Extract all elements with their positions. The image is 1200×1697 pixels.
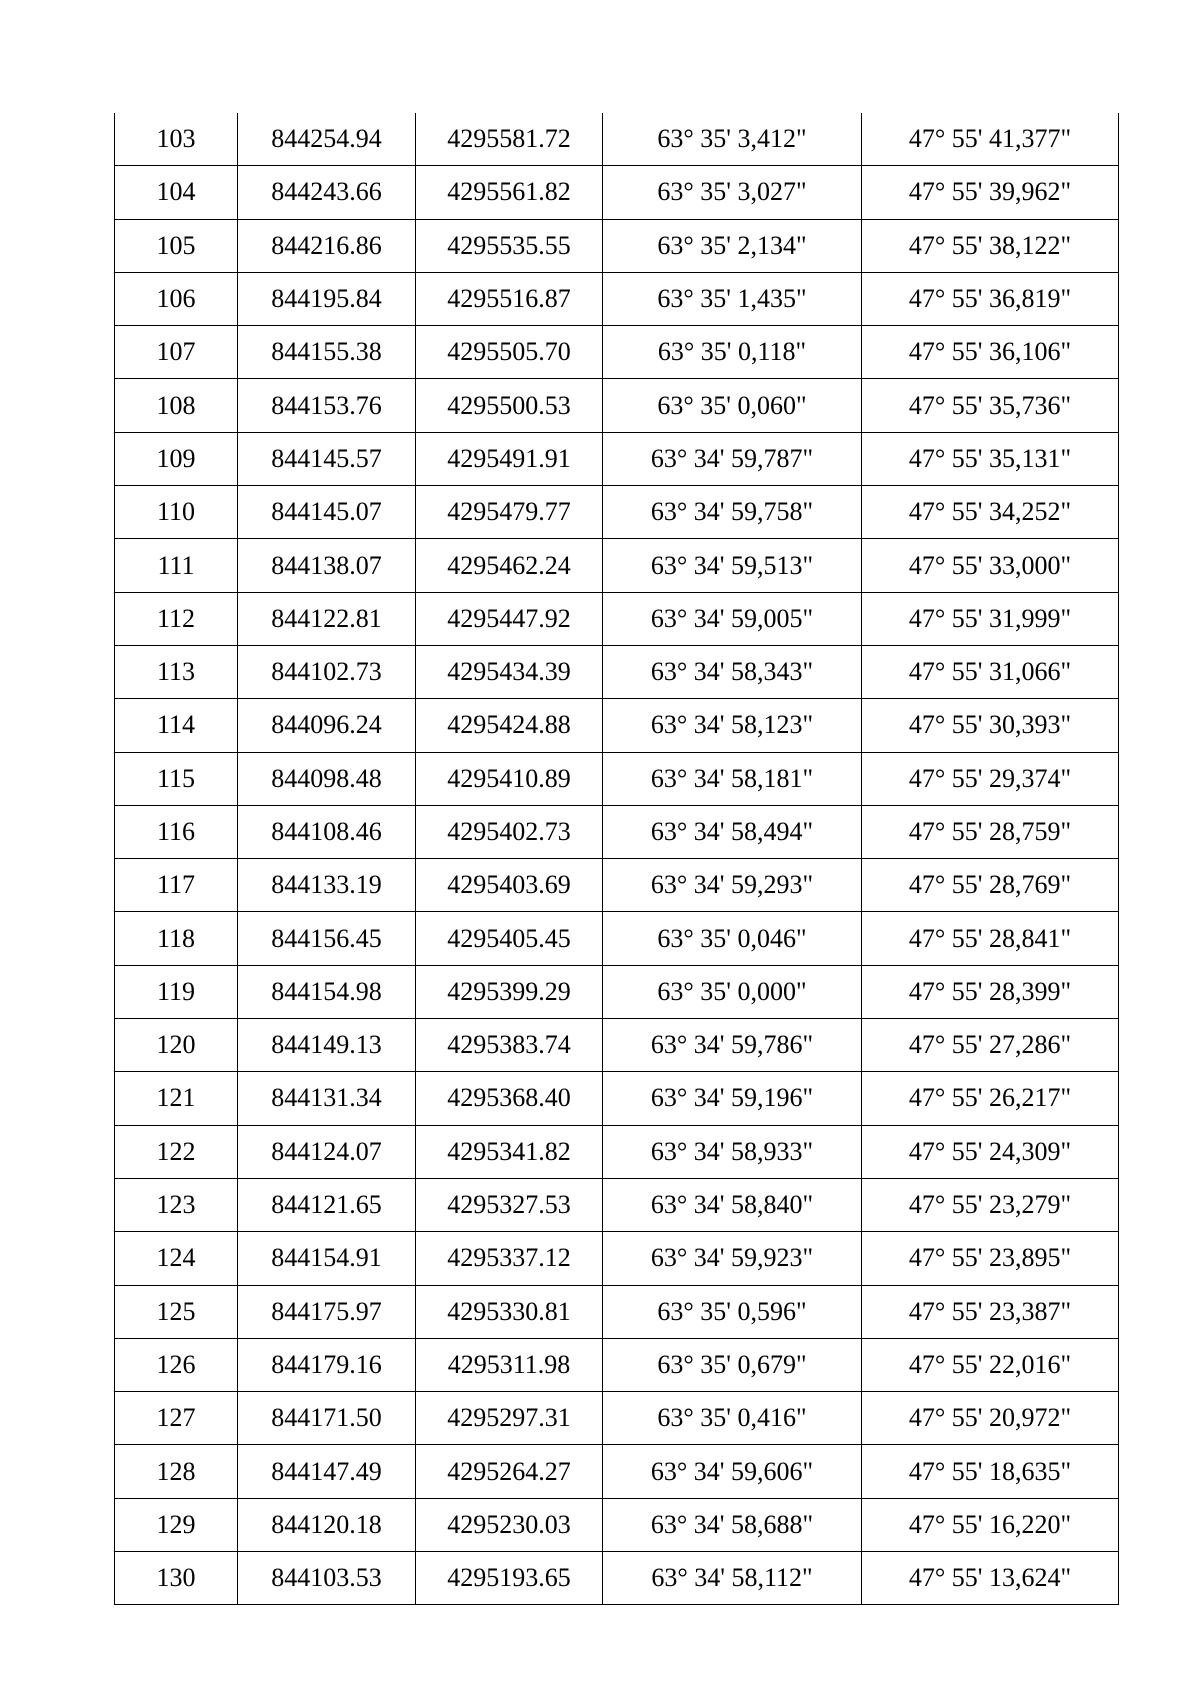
y-coordinate-cell: 4295561.82 [416,166,603,219]
x-coordinate-cell: 844216.86 [238,219,416,272]
point-number-cell: 123 [115,1178,238,1231]
y-coordinate-cell: 4295447.92 [416,592,603,645]
x-coordinate-cell: 844175.97 [238,1285,416,1338]
table-row [115,1232,1119,1285]
longitude-cell: 63° 35' 0,060" [603,379,862,432]
y-coordinate-cell: 4295479.77 [416,486,603,539]
latitude-cell: 47° 55' 41,377" [862,113,1119,166]
table-row [115,1498,1119,1551]
point-number-cell: 124 [115,1232,238,1285]
longitude-cell: 63° 34' 59,786" [603,1019,862,1072]
longitude-cell: 63° 34' 58,123" [603,699,862,752]
latitude-cell: 47° 55' 23,279" [862,1178,1119,1231]
y-coordinate-cell: 4295297.31 [416,1392,603,1445]
coordinates-table-body [115,113,1119,1605]
point-number-cell: 121 [115,1072,238,1125]
table-row [115,432,1119,485]
y-coordinate-cell: 4295535.55 [416,219,603,272]
longitude-cell: 63° 35' 0,679" [603,1338,862,1391]
latitude-cell: 47° 55' 31,066" [862,645,1119,698]
x-coordinate-cell: 844153.76 [238,379,416,432]
table-row [115,1125,1119,1178]
latitude-cell: 47° 55' 13,624" [862,1552,1119,1605]
longitude-cell: 63° 34' 58,840" [603,1178,862,1231]
latitude-cell: 47° 55' 22,016" [862,1338,1119,1391]
point-number-cell: 125 [115,1285,238,1338]
latitude-cell: 47° 55' 24,309" [862,1125,1119,1178]
x-coordinate-cell: 844145.57 [238,432,416,485]
longitude-cell: 63° 34' 58,688" [603,1498,862,1551]
table-row [115,805,1119,858]
y-coordinate-cell: 4295500.53 [416,379,603,432]
y-coordinate-cell: 4295505.70 [416,326,603,379]
y-coordinate-cell: 4295230.03 [416,1498,603,1551]
y-coordinate-cell: 4295341.82 [416,1125,603,1178]
x-coordinate-cell: 844103.53 [238,1552,416,1605]
latitude-cell: 47° 55' 18,635" [862,1445,1119,1498]
x-coordinate-cell: 844122.81 [238,592,416,645]
longitude-cell: 63° 35' 3,412" [603,113,862,166]
longitude-cell: 63° 34' 59,196" [603,1072,862,1125]
table-row [115,1338,1119,1391]
y-coordinate-cell: 4295581.72 [416,113,603,166]
longitude-cell: 63° 34' 59,787" [603,432,862,485]
x-coordinate-cell: 844124.07 [238,1125,416,1178]
table-row [115,1178,1119,1231]
longitude-cell: 63° 35' 1,435" [603,272,862,325]
longitude-cell: 63° 34' 59,606" [603,1445,862,1498]
latitude-cell: 47° 55' 36,819" [862,272,1119,325]
latitude-cell: 47° 55' 26,217" [862,1072,1119,1125]
point-number-cell: 115 [115,752,238,805]
x-coordinate-cell: 844138.07 [238,539,416,592]
table-row [115,699,1119,752]
y-coordinate-cell: 4295327.53 [416,1178,603,1231]
x-coordinate-cell: 844154.98 [238,965,416,1018]
table-row [115,1445,1119,1498]
latitude-cell: 47° 55' 30,393" [862,699,1119,752]
x-coordinate-cell: 844154.91 [238,1232,416,1285]
y-coordinate-cell: 4295264.27 [416,1445,603,1498]
point-number-cell: 127 [115,1392,238,1445]
y-coordinate-cell: 4295193.65 [416,1552,603,1605]
table-row [115,1285,1119,1338]
longitude-cell: 63° 34' 59,513" [603,539,862,592]
y-coordinate-cell: 4295368.40 [416,1072,603,1125]
point-number-cell: 103 [115,113,238,166]
y-coordinate-cell: 4295434.39 [416,645,603,698]
x-coordinate-cell: 844098.48 [238,752,416,805]
latitude-cell: 47° 55' 29,374" [862,752,1119,805]
longitude-cell: 63° 34' 58,494" [603,805,862,858]
longitude-cell: 63° 34' 58,343" [603,645,862,698]
coordinates-table [114,113,1119,1605]
latitude-cell: 47° 55' 28,841" [862,912,1119,965]
longitude-cell: 63° 35' 0,046" [603,912,862,965]
table-row [115,1072,1119,1125]
table-row [115,113,1119,166]
x-coordinate-cell: 844121.65 [238,1178,416,1231]
latitude-cell: 47° 55' 38,122" [862,219,1119,272]
table-row [115,1552,1119,1605]
point-number-cell: 107 [115,326,238,379]
table-row [115,752,1119,805]
longitude-cell: 63° 34' 59,005" [603,592,862,645]
longitude-cell: 63° 34' 59,923" [603,1232,862,1285]
point-number-cell: 109 [115,432,238,485]
x-coordinate-cell: 844131.34 [238,1072,416,1125]
point-number-cell: 106 [115,272,238,325]
table-row [115,379,1119,432]
x-coordinate-cell: 844149.13 [238,1019,416,1072]
x-coordinate-cell: 844179.16 [238,1338,416,1391]
y-coordinate-cell: 4295516.87 [416,272,603,325]
point-number-cell: 113 [115,645,238,698]
longitude-cell: 63° 34' 59,293" [603,859,862,912]
point-number-cell: 120 [115,1019,238,1072]
latitude-cell: 47° 55' 16,220" [862,1498,1119,1551]
y-coordinate-cell: 4295462.24 [416,539,603,592]
table-row [115,219,1119,272]
table-row [115,326,1119,379]
point-number-cell: 130 [115,1552,238,1605]
y-coordinate-cell: 4295410.89 [416,752,603,805]
point-number-cell: 122 [115,1125,238,1178]
x-coordinate-cell: 844147.49 [238,1445,416,1498]
point-number-cell: 117 [115,859,238,912]
longitude-cell: 63° 35' 0,596" [603,1285,862,1338]
longitude-cell: 63° 34' 59,758" [603,486,862,539]
x-coordinate-cell: 844171.50 [238,1392,416,1445]
latitude-cell: 47° 55' 20,972" [862,1392,1119,1445]
x-coordinate-cell: 844145.07 [238,486,416,539]
latitude-cell: 47° 55' 33,000" [862,539,1119,592]
table-row [115,859,1119,912]
point-number-cell: 119 [115,965,238,1018]
table-row [115,592,1119,645]
y-coordinate-cell: 4295337.12 [416,1232,603,1285]
point-number-cell: 105 [115,219,238,272]
x-coordinate-cell: 844133.19 [238,859,416,912]
point-number-cell: 112 [115,592,238,645]
latitude-cell: 47° 55' 28,769" [862,859,1119,912]
point-number-cell: 126 [115,1338,238,1391]
latitude-cell: 47° 55' 35,131" [862,432,1119,485]
table-row [115,272,1119,325]
table-row [115,965,1119,1018]
point-number-cell: 128 [115,1445,238,1498]
y-coordinate-cell: 4295402.73 [416,805,603,858]
latitude-cell: 47° 55' 28,759" [862,805,1119,858]
longitude-cell: 63° 34' 58,933" [603,1125,862,1178]
y-coordinate-cell: 4295399.29 [416,965,603,1018]
latitude-cell: 47° 55' 31,999" [862,592,1119,645]
longitude-cell: 63° 35' 0,118" [603,326,862,379]
table-row [115,1392,1119,1445]
y-coordinate-cell: 4295424.88 [416,699,603,752]
latitude-cell: 47° 55' 23,387" [862,1285,1119,1338]
table-row [115,912,1119,965]
point-number-cell: 129 [115,1498,238,1551]
x-coordinate-cell: 844254.94 [238,113,416,166]
latitude-cell: 47° 55' 36,106" [862,326,1119,379]
y-coordinate-cell: 4295311.98 [416,1338,603,1391]
latitude-cell: 47° 55' 39,962" [862,166,1119,219]
point-number-cell: 118 [115,912,238,965]
latitude-cell: 47° 55' 23,895" [862,1232,1119,1285]
x-coordinate-cell: 844102.73 [238,645,416,698]
y-coordinate-cell: 4295383.74 [416,1019,603,1072]
y-coordinate-cell: 4295403.69 [416,859,603,912]
x-coordinate-cell: 844243.66 [238,166,416,219]
x-coordinate-cell: 844108.46 [238,805,416,858]
point-number-cell: 114 [115,699,238,752]
x-coordinate-cell: 844155.38 [238,326,416,379]
x-coordinate-cell: 844195.84 [238,272,416,325]
x-coordinate-cell: 844156.45 [238,912,416,965]
y-coordinate-cell: 4295491.91 [416,432,603,485]
longitude-cell: 63° 34' 58,181" [603,752,862,805]
y-coordinate-cell: 4295330.81 [416,1285,603,1338]
longitude-cell: 63° 35' 0,000" [603,965,862,1018]
point-number-cell: 116 [115,805,238,858]
table-row [115,166,1119,219]
latitude-cell: 47° 55' 34,252" [862,486,1119,539]
table-row [115,486,1119,539]
table-row [115,1019,1119,1072]
x-coordinate-cell: 844096.24 [238,699,416,752]
longitude-cell: 63° 35' 0,416" [603,1392,862,1445]
longitude-cell: 63° 34' 58,112" [603,1552,862,1605]
point-number-cell: 108 [115,379,238,432]
table-row [115,645,1119,698]
longitude-cell: 63° 35' 3,027" [603,166,862,219]
x-coordinate-cell: 844120.18 [238,1498,416,1551]
longitude-cell: 63° 35' 2,134" [603,219,862,272]
point-number-cell: 104 [115,166,238,219]
y-coordinate-cell: 4295405.45 [416,912,603,965]
latitude-cell: 47° 55' 28,399" [862,965,1119,1018]
table-row [115,539,1119,592]
point-number-cell: 111 [115,539,238,592]
latitude-cell: 47° 55' 27,286" [862,1019,1119,1072]
point-number-cell: 110 [115,486,238,539]
latitude-cell: 47° 55' 35,736" [862,379,1119,432]
